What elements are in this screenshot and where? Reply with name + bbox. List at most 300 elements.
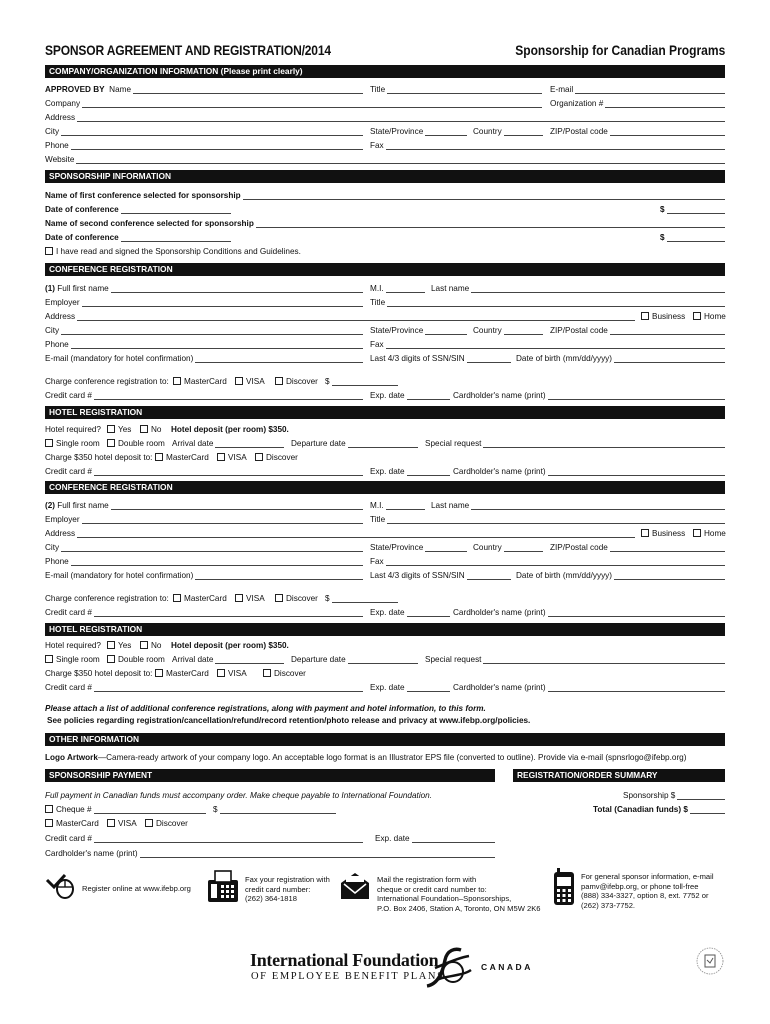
visa-checkbox[interactable] [235, 377, 243, 385]
arrival-label: Arrival date [172, 439, 214, 448]
mastercard-checkbox[interactable] [155, 669, 163, 677]
last-name-label: Last name [431, 284, 470, 293]
policies-note: See policies regarding registration/cancellation/refund/record retention/photo release and privacy at www.ifebp.org/policies. [47, 716, 531, 725]
company-zip-field[interactable] [550, 126, 725, 137]
mi-label: M.I. [370, 284, 384, 293]
email-label: E-mail [550, 85, 574, 94]
card-label: Credit card # [45, 391, 92, 400]
visa-label: VISA [228, 453, 247, 462]
h1-exp-field[interactable] [370, 466, 450, 477]
discover-checkbox[interactable] [263, 669, 271, 677]
employer-label: Employer [45, 515, 80, 524]
cheque-label: Cheque # [56, 805, 92, 814]
visa-checkbox[interactable] [217, 453, 225, 461]
home-checkbox[interactable] [693, 312, 701, 320]
pay-visa-option[interactable] [107, 818, 137, 829]
state-label: State/Province [370, 127, 424, 136]
c1-business-option[interactable] [641, 311, 685, 322]
h1-double-option[interactable] [107, 438, 165, 449]
no-label: No [151, 641, 162, 650]
c1-mi-field[interactable] [370, 283, 425, 294]
hotel-charge-label: Charge $350 hotel deposit to: [45, 669, 153, 678]
c2-zip-field[interactable] [550, 542, 725, 553]
pay-discover-option[interactable] [145, 818, 188, 829]
exp-label: Exp. date [375, 834, 410, 843]
address-label: Address [45, 529, 76, 538]
row-second-conf [45, 218, 725, 229]
charge-label: Charge conference registration to: [45, 594, 169, 603]
business-label: Business [652, 312, 686, 321]
h2-exp-field[interactable] [370, 682, 450, 693]
hotel-required-label: Hotel required? [45, 641, 101, 650]
fax-label: Fax [370, 141, 384, 150]
dob-label: Date of birth (mm/dd/yyyy) [516, 571, 612, 580]
h2-mastercard-option[interactable] [155, 668, 209, 679]
org-label: Organization # [550, 99, 604, 108]
c2-ssn-field[interactable] [370, 570, 511, 581]
company-email-field[interactable] [550, 84, 725, 95]
c2-discover-option[interactable] [275, 593, 318, 604]
special-label: Special request [425, 439, 482, 448]
c2-state-field[interactable] [370, 542, 467, 553]
header [45, 42, 725, 60]
c1-city-field[interactable] [45, 325, 363, 336]
c1-card-field[interactable] [45, 390, 363, 401]
row-cheque [45, 804, 495, 815]
agree-checkbox[interactable] [45, 247, 53, 255]
c1-country-field[interactable] [473, 325, 543, 336]
date1-label: Date of conference [45, 205, 119, 214]
visa-checkbox[interactable] [107, 819, 115, 827]
mastercard-label: MasterCard [166, 669, 209, 678]
company-fax-field[interactable] [370, 140, 725, 151]
c1-first-name-field[interactable] [45, 283, 363, 294]
business-label: Business [652, 529, 686, 538]
zip-label: ZIP/Postal code [550, 543, 608, 552]
c1-title-field[interactable] [370, 297, 725, 308]
h1-row-room [45, 438, 725, 449]
name-label: Name [109, 85, 132, 94]
ssn-label: Last 4/3 digits of SSN/SIN [370, 354, 465, 363]
c2-row-phone [45, 556, 725, 567]
row-city [45, 126, 725, 137]
c1-row-card [45, 390, 725, 401]
h2-arrival-field[interactable] [172, 654, 284, 665]
c2-row-address [45, 528, 725, 539]
c2-row-city [45, 542, 725, 553]
c2-email-field[interactable] [45, 570, 363, 581]
sponsorship-section-bar: SPONSORSHIP INFORMATION [45, 170, 725, 183]
c2-home-option[interactable] [693, 528, 726, 539]
website-label: Website [45, 155, 75, 164]
h1-departure-field[interactable] [291, 438, 418, 449]
c1-phone-field[interactable] [45, 339, 363, 350]
no-checkbox[interactable] [140, 425, 148, 433]
c2-mi-field[interactable] [370, 500, 425, 511]
first-conf-label: Name of first conference selected for sponsorship [45, 191, 241, 200]
discover-label: Discover [274, 669, 306, 678]
logo-bottom-text: OF EMPLOYEE BENEFIT PLANS [251, 971, 445, 982]
hotel1-section-bar: HOTEL REGISTRATION [45, 406, 725, 419]
hotel2-section-bar: HOTEL REGISTRATION [45, 623, 725, 636]
discover-label: Discover [286, 377, 318, 386]
conference2-section-bar: CONFERENCE REGISTRATION [45, 481, 725, 494]
c1-visa-option[interactable] [235, 376, 265, 387]
mastercard-checkbox[interactable] [173, 377, 181, 385]
visa-label: VISA [246, 377, 265, 386]
hotel-required-label: Hotel required? [45, 425, 101, 434]
h2-no-option[interactable] [140, 640, 161, 651]
row-approved [45, 84, 725, 95]
fax-label: Fax [370, 340, 384, 349]
visa-label: VISA [118, 819, 137, 828]
c2-phone-field[interactable] [45, 556, 363, 567]
departure-label: Departure date [291, 655, 346, 664]
c2-row-charge [45, 593, 725, 604]
departure-label: Departure date [291, 439, 346, 448]
dollar-label: $ [213, 805, 218, 814]
c2-visa-option[interactable] [235, 593, 265, 604]
dollar-label: $ [660, 205, 665, 214]
dob-label: Date of birth (mm/dd/yyyy) [516, 354, 612, 363]
double-checkbox[interactable] [107, 439, 115, 447]
approved-name-field[interactable] [45, 84, 363, 95]
cheque-box[interactable] [45, 805, 53, 813]
company-phone-field[interactable] [45, 140, 363, 151]
discover-checkbox[interactable] [145, 819, 153, 827]
company-title-field[interactable] [370, 84, 542, 95]
c1-amount-field[interactable] [325, 376, 398, 387]
zip-label: ZIP/Postal code [550, 127, 608, 136]
date1-field[interactable] [45, 204, 231, 215]
holder-label: Cardholder's name (print) [453, 608, 546, 617]
c2-address-field[interactable] [45, 528, 635, 539]
h2-single-option[interactable] [45, 654, 100, 665]
c1-discover-option[interactable] [275, 376, 318, 387]
c2-amount-field[interactable] [325, 593, 398, 604]
c1-row-charge [45, 376, 725, 387]
c2-number: (2) [45, 501, 56, 510]
holder-label: Cardholder's name (print) [453, 683, 546, 692]
row-website [45, 154, 725, 165]
h1-single-option[interactable] [45, 438, 100, 449]
discover-checkbox[interactable] [275, 377, 283, 385]
c2-city-field[interactable] [45, 542, 363, 553]
h1-visa-option[interactable] [217, 452, 247, 463]
fax-line-2: credit card number: [245, 884, 311, 894]
pay-holder-field[interactable] [45, 848, 495, 859]
row-agree [45, 246, 725, 257]
amount2-field[interactable] [660, 232, 725, 243]
program-title: Sponsorship for Canadian Programs [514, 42, 725, 58]
no-checkbox[interactable] [140, 641, 148, 649]
h2-discover-option[interactable] [263, 668, 306, 679]
employer-label: Employer [45, 298, 80, 307]
email-label: E-mail (mandatory for hotel confirmation) [45, 354, 194, 363]
logo-artwork-desc: —Camera-ready artwork of your company logo. An acceptable logo format is an Illustrator EPS file (converted to outline). Provide via e-mail (spnsrlogo@ifebp.org) [97, 753, 687, 762]
cheque-number-field[interactable] [56, 804, 206, 815]
city-label: City [45, 326, 60, 335]
c1-row-address [45, 311, 725, 322]
visa-checkbox[interactable] [235, 594, 243, 602]
h2-departure-field[interactable] [291, 654, 418, 665]
country-label: Country [473, 543, 502, 552]
dollar-label: $ [325, 594, 330, 603]
c1-zip-field[interactable] [550, 325, 725, 336]
special-label: Special request [425, 655, 482, 664]
c1-mastercard-option[interactable] [173, 376, 227, 387]
zip-label: ZIP/Postal code [550, 326, 608, 335]
summary-sponsorship-label: Sponsorship $ [623, 791, 676, 800]
discover-checkbox[interactable] [255, 453, 263, 461]
business-checkbox[interactable] [641, 529, 649, 537]
arrival-label: Arrival date [172, 655, 214, 664]
single-label: Single room [56, 439, 100, 448]
amount1-field[interactable] [660, 204, 725, 215]
mail-line-1: Mail the registration form with [377, 875, 477, 884]
company-website-field[interactable] [45, 154, 725, 165]
c2-fax-field[interactable] [370, 556, 725, 567]
row-first-conf [45, 190, 725, 201]
summary-total-label: Total (Canadian funds) $ [593, 805, 688, 814]
c2-first-name-field[interactable] [45, 500, 363, 511]
c1-email-field[interactable] [45, 353, 363, 364]
holder-label: Cardholder's name (print) [453, 391, 546, 400]
c1-holder-field[interactable] [453, 390, 725, 401]
yes-checkbox[interactable] [107, 425, 115, 433]
c2-holder-field[interactable] [453, 607, 725, 618]
title-label: Title [370, 298, 386, 307]
row-address [45, 112, 725, 123]
charge-label: Charge conference registration to: [45, 377, 169, 386]
holder-label: Cardholder's name (print) [453, 467, 546, 476]
company-section-bar: COMPANY/ORGANIZATION INFORMATION (Please print clearly) [45, 65, 725, 78]
mail-line-3: International Foundation–Sponsorships, [377, 894, 512, 903]
country-label: Country [473, 326, 502, 335]
mastercard-label: MasterCard [166, 453, 209, 462]
state-label: State/Province [370, 326, 424, 335]
logo-top-text: International Foundation [250, 950, 439, 970]
first-conference-field[interactable] [45, 190, 725, 201]
cheque-amount-field[interactable] [213, 804, 336, 815]
if-logo-icon [423, 946, 475, 988]
c2-exp-field[interactable] [370, 607, 450, 618]
fax-label: Fax [370, 557, 384, 566]
summary-total-field[interactable] [593, 804, 725, 815]
country-label: Country [473, 127, 502, 136]
row-pay-card [45, 833, 495, 844]
exp-label: Exp. date [370, 391, 405, 400]
company-field[interactable] [45, 98, 542, 109]
discover-label: Discover [156, 819, 188, 828]
h2-row-charge [45, 668, 725, 679]
yes-label: Yes [118, 641, 132, 650]
h2-double-option[interactable] [107, 654, 165, 665]
fax-icon [205, 868, 241, 904]
exp-label: Exp. date [370, 683, 405, 692]
fax-line-1: Fax your registration with [245, 875, 330, 884]
h2-row-room [45, 654, 725, 665]
date2-label: Date of conference [45, 233, 119, 242]
c2-card-field[interactable] [45, 607, 363, 618]
mastercard-label: MasterCard [184, 594, 227, 603]
c2-country-field[interactable] [473, 542, 543, 553]
h2-special-field[interactable] [425, 654, 725, 665]
deposit-label: Hotel deposit (per room) $350. [171, 425, 289, 434]
row-pay-holder [45, 848, 495, 859]
c1-number: (1) [45, 284, 56, 293]
discover-label: Discover [266, 453, 298, 462]
company-country-field[interactable] [473, 126, 543, 137]
pay-mastercard-option[interactable] [45, 818, 99, 829]
h1-yes-option[interactable] [107, 424, 131, 435]
single-checkbox[interactable] [45, 439, 53, 447]
summary-sponsorship-row [513, 790, 725, 801]
c2-title-field[interactable] [370, 514, 725, 525]
c1-row-employer [45, 297, 725, 308]
deposit-label: Hotel deposit (per room) $350. [171, 641, 289, 650]
c2-mastercard-option[interactable] [173, 593, 227, 604]
h2-yes-option[interactable] [107, 640, 131, 651]
home-label: Home [704, 312, 726, 321]
h1-arrival-field[interactable] [172, 438, 284, 449]
visa-label: VISA [228, 669, 247, 678]
cheque-checkbox[interactable] [45, 804, 56, 815]
company-label: Company [45, 99, 81, 108]
c1-employer-field[interactable] [45, 297, 363, 308]
mastercard-label: MasterCard [184, 377, 227, 386]
h1-special-field[interactable] [425, 438, 725, 449]
payment-note: Full payment in Canadian funds must accompany order. Make cheque payable to International Foundation. [45, 791, 433, 800]
mouse-icon [45, 872, 77, 900]
state-label: State/Province [370, 543, 424, 552]
holder-label: Cardholder's name (print) [45, 849, 138, 858]
summary-sponsorship-field[interactable] [623, 790, 725, 801]
logo-artwork-label: Logo Artwork [45, 753, 98, 762]
mastercard-checkbox[interactable] [45, 819, 53, 827]
c1-row-city [45, 325, 725, 336]
h1-holder-field[interactable] [453, 466, 725, 477]
mastercard-checkbox[interactable] [155, 453, 163, 461]
pay-exp-field[interactable] [375, 833, 495, 844]
home-checkbox[interactable] [693, 529, 701, 537]
home-label: Home [704, 529, 726, 538]
h1-discover-option[interactable] [255, 452, 298, 463]
c1-state-field[interactable] [370, 325, 467, 336]
single-checkbox[interactable] [45, 655, 53, 663]
c2-row-name [45, 500, 725, 511]
exp-label: Exp. date [370, 467, 405, 476]
first-name-label: Full first name [57, 501, 109, 510]
company-city-field[interactable] [45, 126, 363, 137]
h1-card-field[interactable] [45, 466, 363, 477]
c2-row-email [45, 570, 725, 581]
summary-total-row [513, 804, 725, 815]
city-label: City [45, 543, 60, 552]
attach-note: Please attach a list of additional conference registrations, along with payment and hotel information, to this form. [45, 704, 486, 713]
discover-checkbox[interactable] [275, 594, 283, 602]
card-label: Credit card # [45, 608, 92, 617]
dollar-label: $ [660, 233, 665, 242]
c1-last-name-field[interactable] [431, 283, 725, 294]
h2-visa-option[interactable] [217, 668, 247, 679]
date2-field[interactable] [45, 232, 231, 243]
c1-fax-field[interactable] [370, 339, 725, 350]
h2-holder-field[interactable] [453, 682, 725, 693]
yes-checkbox[interactable] [107, 641, 115, 649]
pay-card-field[interactable] [45, 833, 363, 844]
h2-row-required [45, 640, 725, 651]
c2-employer-field[interactable] [45, 514, 363, 525]
row-pay-cards [45, 818, 495, 829]
second-conference-field[interactable] [45, 218, 725, 229]
row-date2 [45, 232, 725, 243]
email-label: E-mail (mandatory for hotel confirmation) [45, 571, 194, 580]
c1-exp-field[interactable] [370, 390, 450, 401]
canada-text: CANADA [481, 962, 533, 972]
c1-row-name [45, 283, 725, 294]
h2-card-field[interactable] [45, 682, 363, 693]
no-label: No [151, 425, 162, 434]
title-label: Title [370, 515, 386, 524]
phone-line-3: (888) 334-3327, option 8, ext. 7752 or [581, 891, 709, 900]
double-label: Double room [118, 655, 165, 664]
c2-last-name-field[interactable] [431, 500, 725, 511]
h1-mastercard-option[interactable] [155, 452, 209, 463]
org-number-field[interactable] [550, 98, 725, 109]
c2-row-card [45, 607, 725, 618]
c1-address-field[interactable] [45, 311, 635, 322]
row-phone [45, 140, 725, 151]
visa-checkbox[interactable] [217, 669, 225, 677]
yes-label: Yes [118, 425, 132, 434]
first-name-label: Full first name [57, 284, 109, 293]
h1-no-option[interactable] [140, 424, 161, 435]
city-label: City [45, 127, 60, 136]
double-checkbox[interactable] [107, 655, 115, 663]
c1-dob-field[interactable] [516, 353, 725, 364]
summary-section-bar: REGISTRATION/ORDER SUMMARY [513, 769, 725, 782]
address-label: Address [45, 312, 76, 321]
h1-row-charge [45, 452, 725, 463]
double-label: Double room [118, 439, 165, 448]
c2-business-option[interactable] [641, 528, 685, 539]
c1-row-email [45, 353, 725, 364]
mastercard-checkbox[interactable] [173, 594, 181, 602]
company-state-field[interactable] [370, 126, 467, 137]
c2-dob-field[interactable] [516, 570, 725, 581]
h1-row-card [45, 466, 725, 477]
card-label: Credit card # [45, 467, 92, 476]
phone-label: Phone [45, 557, 69, 566]
single-label: Single room [56, 655, 100, 664]
c1-home-option[interactable] [693, 311, 726, 322]
c1-ssn-field[interactable] [370, 353, 511, 364]
address-label: Address [45, 113, 76, 122]
phone-line-2: pamv@ifebp.org, or phone toll-free [581, 881, 699, 891]
register-online-text: Register online at www.ifebp.org [82, 884, 191, 893]
mail-line-2: cheque or credit card number to: [377, 884, 487, 894]
company-address-field[interactable] [45, 112, 725, 123]
agree-label: I have read and signed the Sponsorship Conditions and Guidelines. [56, 247, 301, 256]
business-checkbox[interactable] [641, 312, 649, 320]
discover-label: Discover [286, 594, 318, 603]
exp-label: Exp. date [370, 608, 405, 617]
h1-row-required [45, 424, 725, 435]
payment-section-bar: SPONSORSHIP PAYMENT [45, 769, 495, 782]
approved-label: APPROVED BY [45, 85, 105, 94]
row-company [45, 98, 725, 109]
